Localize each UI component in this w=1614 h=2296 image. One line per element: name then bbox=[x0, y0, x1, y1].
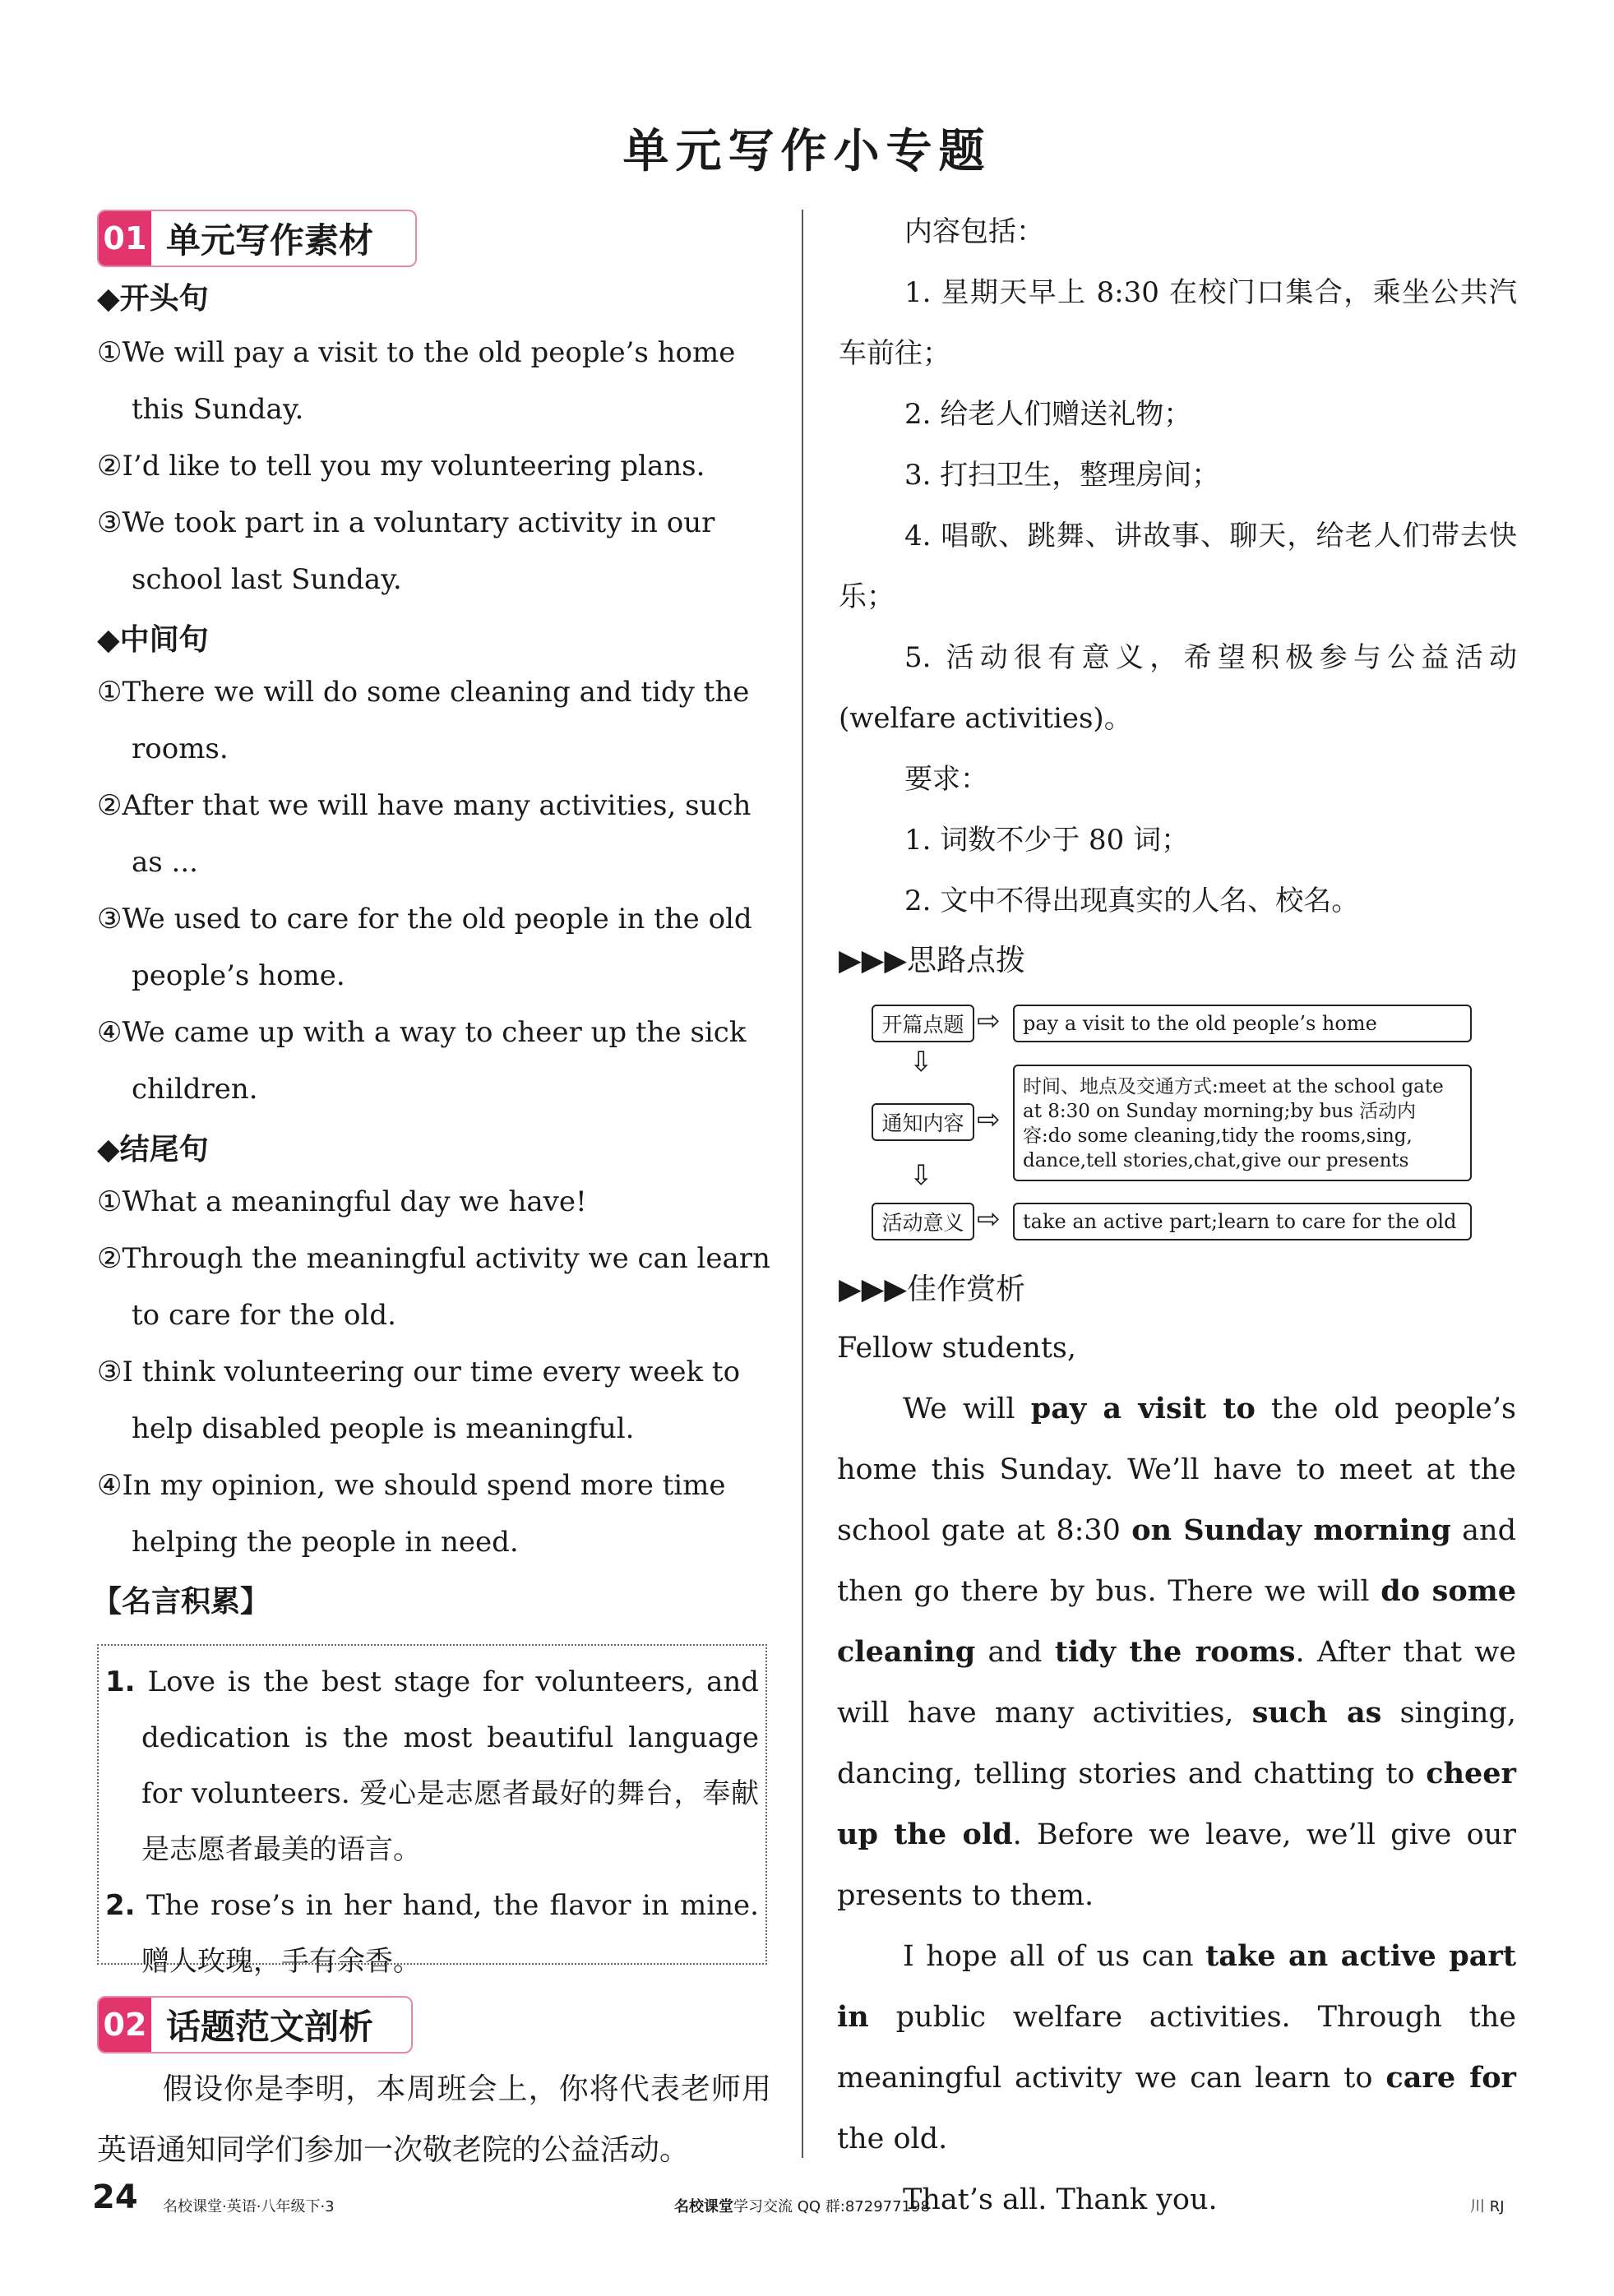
right-arrow-icon: ⇨ bbox=[977, 1005, 1001, 1037]
section-header-materials bbox=[97, 210, 417, 267]
opening-heading: ◆开头句 bbox=[97, 282, 209, 316]
opening-line: ③We took part in a voluntary activity in our bbox=[97, 506, 715, 539]
quote-item: 2. The rose’s in her hand, the flavor in mine. 赠人玫瑰，手有余香。 bbox=[105, 1889, 759, 1978]
essay-paragraph: We will pay a visit to the old people’s home this Sunday. We’ll have to meet at the school gate at 8:30 on Sunday morning and then go there by bus. There we will do some cleaning and tidy the rooms. After that we will have many activities, such as singing, dancing, telling stories and chatting to cheer up the old. Before we leave, we’ll give our presents to them. bbox=[837, 1392, 1516, 1912]
footer-qq-text: 学习交流 QQ 群:872977198 bbox=[733, 2198, 930, 2215]
opening-sentences bbox=[97, 325, 771, 608]
down-arrow-icon: ⇩ bbox=[909, 1046, 933, 1079]
footer-brand-logo: 名校课堂 bbox=[674, 2198, 733, 2215]
opening-line: this Sunday. bbox=[132, 393, 304, 426]
opening-line: ①We will pay a visit to the old people’s home bbox=[97, 336, 736, 369]
ending-line: ①What a meaningful day we have! bbox=[97, 1185, 587, 1218]
flow-tag-meaning: 活动意义 bbox=[872, 1203, 974, 1240]
ending-line: helping the people in need. bbox=[132, 1526, 519, 1559]
middle-line: ④We came up with a way to cheer up the sick bbox=[97, 1016, 747, 1049]
essay-closing: That’s all. Thank you. bbox=[903, 2183, 1218, 2216]
flow-box-meaning: take an active part;learn to care for the old bbox=[1013, 1203, 1472, 1240]
middle-line: rooms. bbox=[132, 732, 229, 765]
section-number: 02 bbox=[99, 1998, 151, 2052]
ending-line: ②Through the meaningful activity we can learn bbox=[97, 1242, 770, 1275]
right-arrow-icon: ⇨ bbox=[977, 1103, 1001, 1136]
down-arrow-icon: ⇩ bbox=[909, 1159, 933, 1192]
section-title: 话题范文剖析 bbox=[166, 2007, 374, 2047]
page-title: 单元写作小专题 bbox=[622, 125, 992, 178]
content-label: 内容包括： bbox=[904, 215, 1044, 248]
quote-item: 1. Love is the best stage for volunteers, and dedication is the most beautiful language for volunteers. 爱心是志愿者最好的舞台，奉献是志愿者最美的语言。 bbox=[105, 1665, 759, 1866]
middle-line: as ... bbox=[132, 846, 198, 879]
opening-line: ②I’d like to tell you my volunteering plans. bbox=[97, 450, 705, 483]
essay-paragraph: I hope all of us can take an active part in public welfare activities. Through the meaningful activity we can learn to care for the old. bbox=[837, 1939, 1516, 2155]
content-item: 3. 打扫卫生，整理房间； bbox=[904, 459, 1220, 492]
content-item: 1. 星期天早上 8:30 在校门口集合，乘坐公共汽车前往； bbox=[839, 276, 1517, 370]
middle-sentences bbox=[97, 664, 771, 1118]
middle-line: people’s home. bbox=[132, 959, 345, 992]
section-number: 01 bbox=[99, 211, 151, 266]
model-heading: ▶▶▶佳作赏析 bbox=[839, 1273, 1026, 1306]
ending-line: ③I think volunteering our time every week to bbox=[97, 1356, 741, 1388]
ending-heading: ◆结尾句 bbox=[97, 1133, 209, 1166]
essay-greeting: Fellow students, bbox=[837, 1332, 1077, 1365]
ending-line: ④In my opinion, we should spend more time bbox=[97, 1469, 726, 1502]
middle-line: children. bbox=[132, 1073, 258, 1106]
quotes-box bbox=[97, 1644, 767, 1978]
middle-heading: ◆中间句 bbox=[97, 623, 209, 657]
ending-line: help disabled people is meaningful. bbox=[132, 1412, 635, 1445]
flow-tag-content: 通知内容 bbox=[872, 1103, 974, 1141]
right-arrow-icon: ⇨ bbox=[977, 1203, 1001, 1236]
section-title: 单元写作素材 bbox=[166, 220, 374, 261]
flow-box-intro: pay a visit to the old people’s home bbox=[1013, 1005, 1472, 1042]
flow-box-content: 时间、地点及交通方式:meet at the school gate at 8:30 on Sunday morning;by bus 活动内容:do some cleaning,tidy the rooms,sing, dance,tell stories,chat,give our presents bbox=[1013, 1065, 1472, 1181]
column-divider bbox=[802, 210, 803, 2158]
opening-line: school last Sunday. bbox=[132, 563, 402, 596]
model-essay bbox=[837, 1318, 1516, 2230]
quotes-heading: 【名言积累】 bbox=[92, 1585, 271, 1619]
require-label: 要求： bbox=[904, 763, 988, 796]
require-item: 1. 词数不少于 80 词； bbox=[904, 824, 1190, 857]
require-item: 2. 文中不得出现真实的人名、校名。 bbox=[904, 885, 1360, 917]
tips-heading: ▶▶▶思路点拨 bbox=[839, 944, 1026, 977]
flow-tag-intro: 开篇点题 bbox=[872, 1005, 974, 1042]
content-requirements bbox=[839, 201, 1517, 931]
middle-line: ③We used to care for the old people in the old bbox=[97, 903, 752, 935]
ending-line: to care for the old. bbox=[132, 1299, 396, 1332]
content-item: 5. 活动很有意义，希望积极参与公益活动(welfare activities)。 bbox=[839, 641, 1517, 735]
middle-line: ②After that we will have many activities, such bbox=[97, 789, 752, 822]
page-number: 24 bbox=[92, 2178, 138, 2216]
content-item: 2. 给老人们赠送礼物； bbox=[904, 398, 1192, 431]
section-header-model bbox=[97, 1996, 413, 2053]
footer-book: 名校课堂·英语·八年级下·3 bbox=[163, 2198, 335, 2215]
footer-edition: 川 RJ bbox=[1470, 2198, 1505, 2215]
writing-prompt: 假设你是李明，本周班会上，你将代表老师用英语通知同学们参加一次敬老院的公益活动。 bbox=[97, 2072, 771, 2167]
ending-sentences bbox=[97, 1174, 771, 1571]
middle-line: ①There we will do some cleaning and tidy the bbox=[97, 676, 750, 709]
footer-qq bbox=[674, 2195, 930, 2216]
content-item: 4. 唱歌、跳舞、讲故事、聊天，给老人们带去快乐； bbox=[839, 520, 1517, 613]
